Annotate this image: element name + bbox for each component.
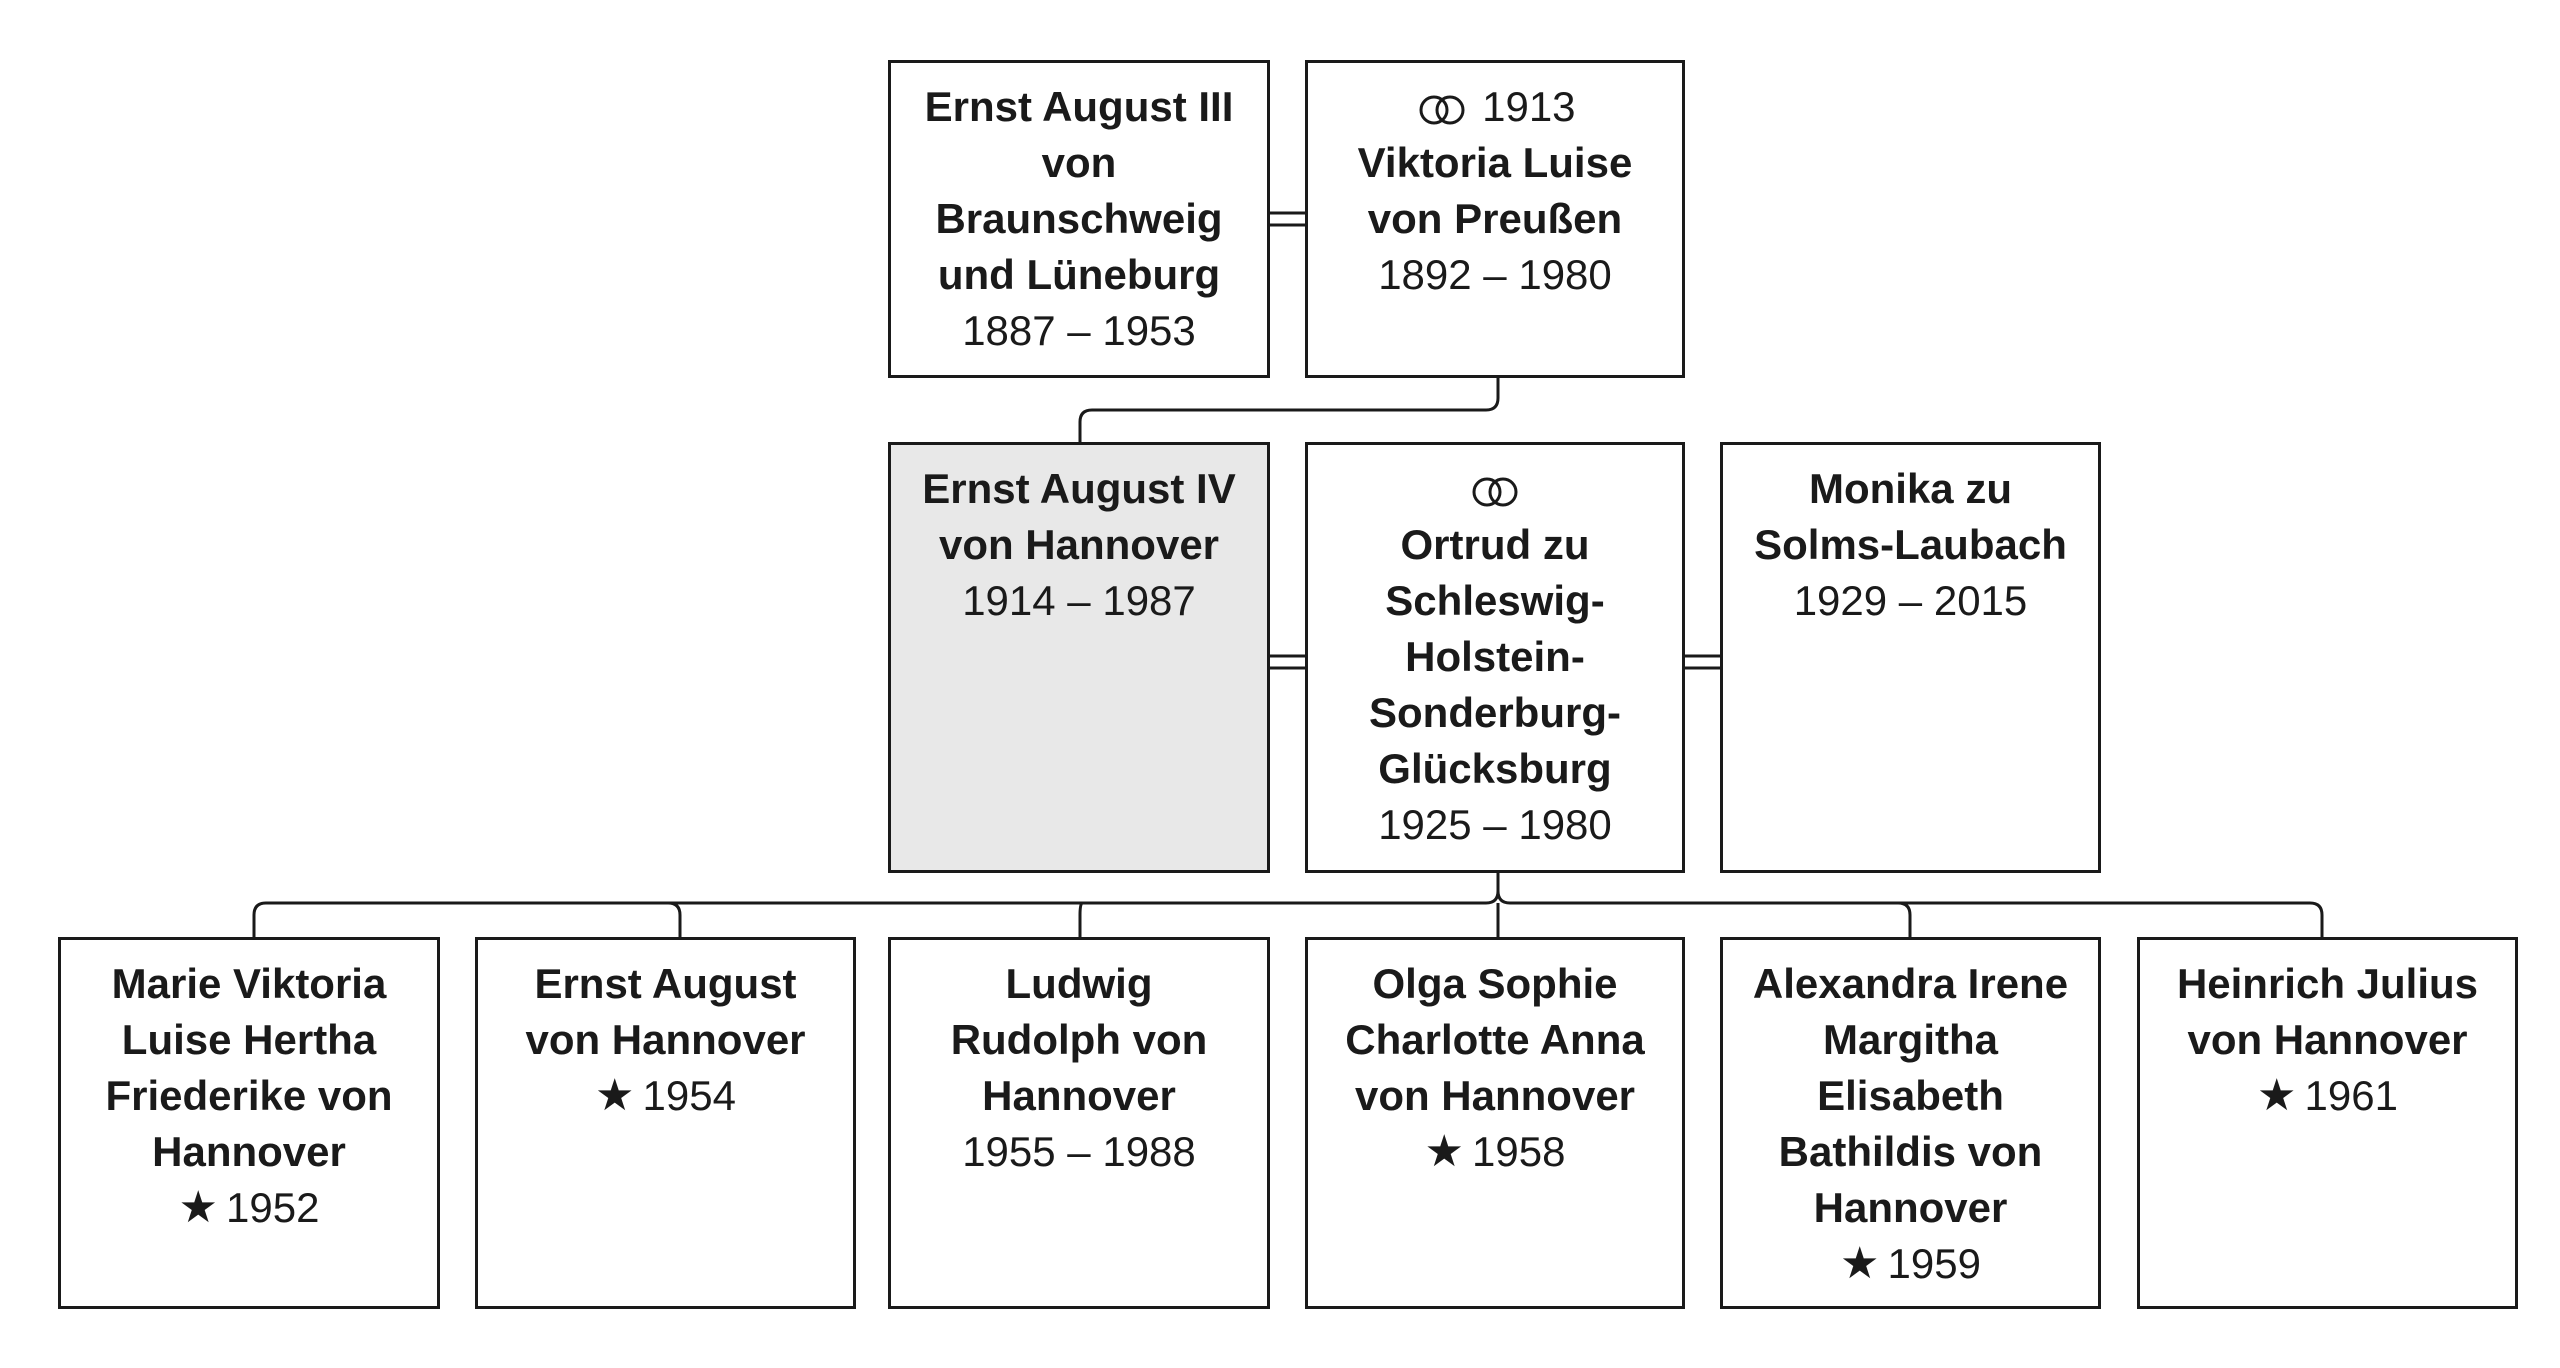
birth-info [2140,1068,2515,1124]
person-name-line: Hannover [982,1072,1176,1119]
life-dates: 1887 – 1953 [962,307,1196,354]
birth-year: 1958 [1472,1128,1566,1175]
person-name-line: Hannover [152,1128,346,1175]
person-name-line: Monika zu [1808,465,2012,512]
person-name-line: von Hannover [525,1016,806,1063]
person-name-line: Bathildis von [1778,1128,2043,1175]
person-name-line: Friederike von [105,1072,393,1119]
child-ernst-august [475,937,856,1309]
person-name-line: Margitha [1822,1016,1998,1063]
person-name-line: Ludwig [1005,960,1153,1007]
person-name-line: von [1041,139,1117,186]
person-name-line: Heinrich Julius [2176,960,2479,1007]
life-dates: 1892 – 1980 [1378,251,1612,298]
person-ortrud [1305,442,1685,873]
person-name-line: Luise Hertha [121,1016,377,1063]
birth-info [478,1068,853,1124]
life-dates: 1925 – 1980 [1378,801,1612,848]
person-name-line: Olga Sophie [1372,960,1618,1007]
child-heinrich-julius [2137,937,2518,1309]
person-name-line: Solms-Laubach [1754,521,2067,568]
child-alexandra-irene [1720,937,2101,1309]
person-name-line: Braunschweig [935,195,1223,242]
birth-star-icon: ★ [2257,1071,2297,1120]
birth-info [1723,1236,2098,1292]
person-name-line: Charlotte Anna [1345,1016,1645,1063]
birth-year: 1959 [1887,1240,1981,1287]
person-name-line: Rudolph von [950,1016,1208,1063]
life-dates: 1929 – 2015 [1793,577,2028,624]
marriage-year: 1913 [1482,83,1576,130]
person-name-line: von Preußen [1367,195,1623,242]
person-name-line: von Hannover [938,521,1220,568]
person-name-line: von Hannover [1354,1072,1636,1119]
person-monika [1720,442,2101,873]
person-name-line: Schleswig- [1385,577,1605,624]
person-name-line: Ernst August III [924,83,1234,130]
person-name-line: Alexandra Irene [1752,960,2069,1007]
birth-info [61,1180,437,1236]
person-name-line: Elisabeth [1817,1072,2004,1119]
life-dates: 1914 – 1987 [962,577,1196,624]
person-name-line: von Hannover [2187,1016,2468,1063]
birth-star-icon: ★ [178,1183,218,1232]
child-ludwig-rudolph [888,937,1270,1309]
person-name-line: Sonderburg- [1369,689,1621,736]
birth-info [1308,1124,1682,1180]
birth-star-icon: ★ [1840,1239,1880,1288]
child-olga-sophie [1305,937,1685,1309]
children-bracket [254,873,1498,937]
child-marie-viktoria [58,937,440,1309]
person-name-line: und Lüneburg [937,251,1221,298]
birth-star-icon: ★ [1424,1127,1464,1176]
wedding-rings-icon [1414,92,1470,128]
person-name-line: Ernst August IV [922,465,1236,512]
person-viktoria-luise [1305,60,1685,378]
person-name-line: Hannover [1813,1184,2008,1231]
life-dates: 1955 – 1988 [962,1128,1196,1175]
birth-star-icon: ★ [595,1071,635,1120]
person-name-line: Marie Viktoria [111,960,387,1007]
marriage-info [1308,79,1682,135]
marriage-info [1308,461,1682,517]
descent-line-gen1 [1080,378,1498,442]
birth-year: 1954 [642,1072,736,1119]
person-ernst-august-iv [888,442,1270,873]
wedding-rings-icon [1467,474,1523,510]
person-name-line: Holstein- [1405,633,1585,680]
birth-year: 1961 [2304,1072,2398,1119]
person-name-line: Ernst August [534,960,797,1007]
person-ernst-august-iii [888,60,1270,378]
birth-year: 1952 [226,1184,320,1231]
person-name-line: Ortrud zu [1400,521,1590,568]
person-name-line: Viktoria Luise [1357,139,1633,186]
person-name-line: Glücksburg [1378,745,1612,792]
